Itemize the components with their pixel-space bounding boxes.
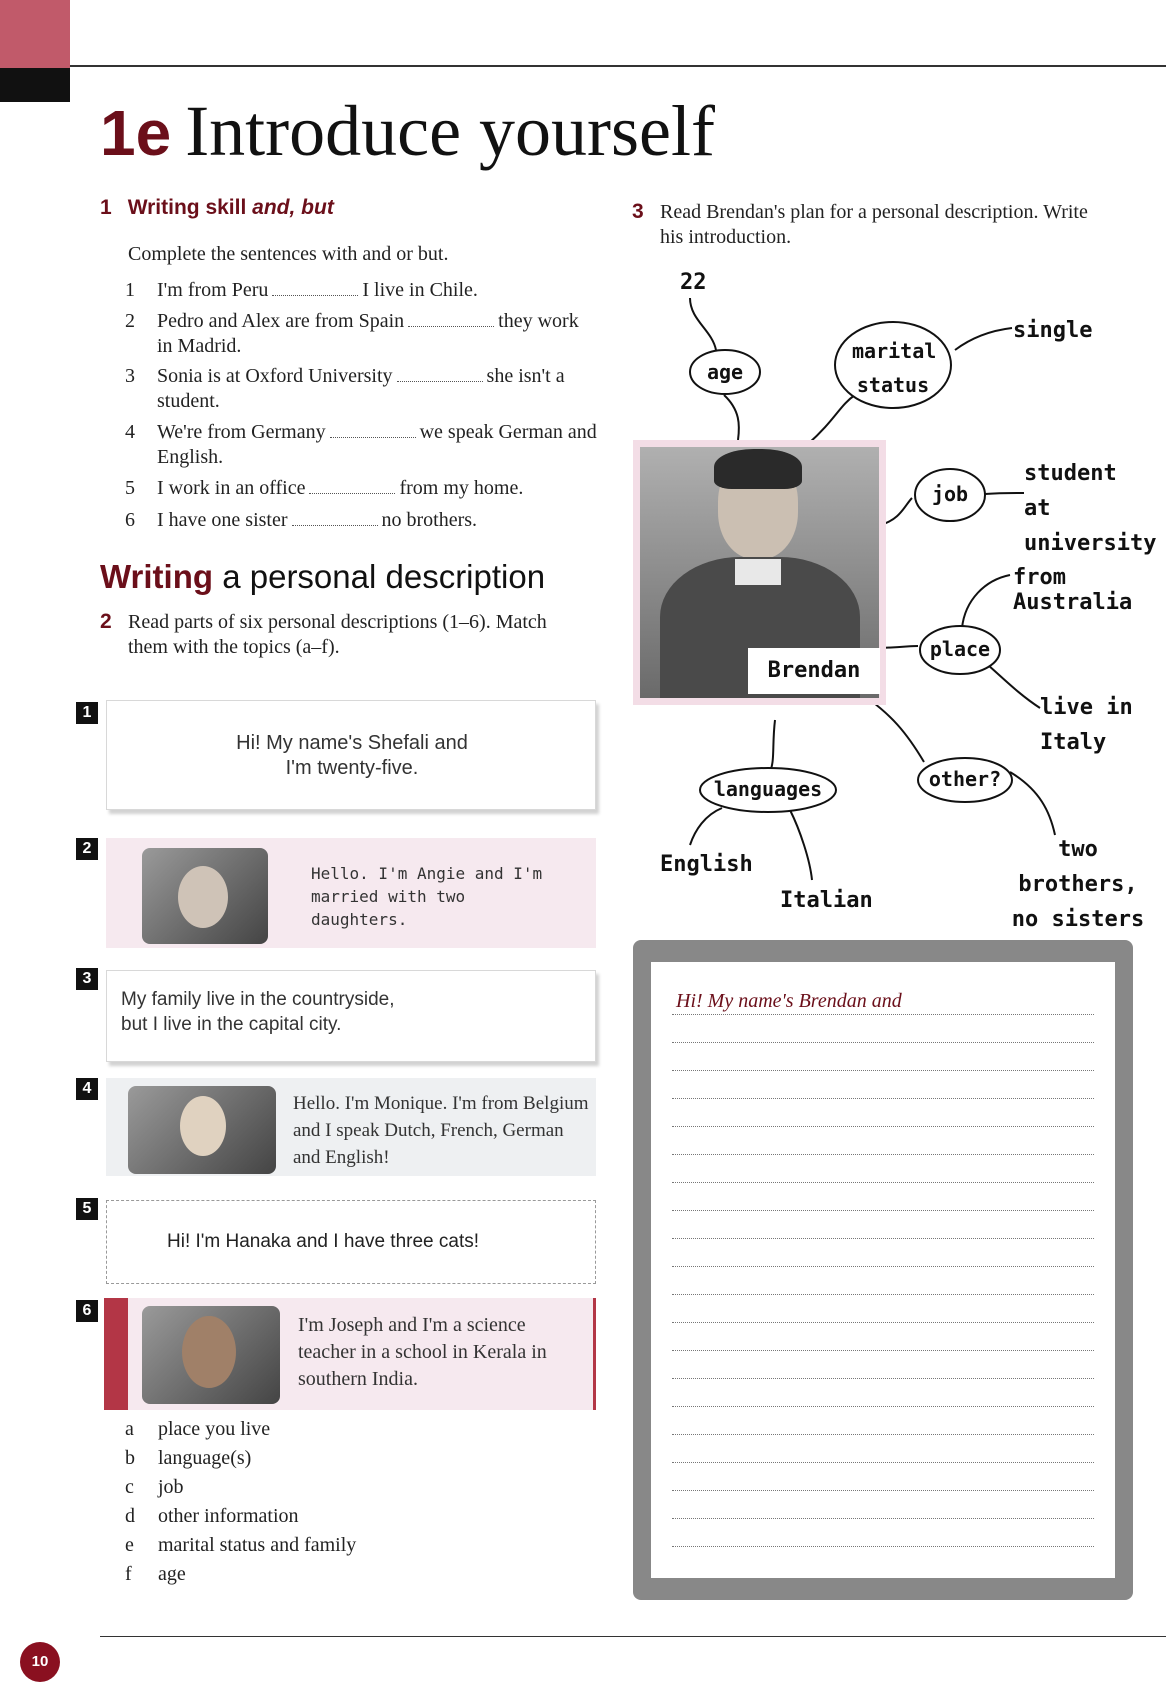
ruled-line [672, 1518, 1094, 1519]
mindmap-job-value: student at university [1024, 461, 1157, 556]
mindmap-other-label: other? [928, 767, 1002, 791]
page-number: 10 [20, 1642, 60, 1682]
exercise-item: 4 We're from Germany we speak German and English. [125, 421, 597, 468]
exercise-item: 3 Sonia is at Oxford University she isn't a student. [125, 365, 565, 412]
ruled-line [672, 1182, 1094, 1183]
ruled-line [672, 1210, 1094, 1211]
mindmap-place-label: place [929, 637, 991, 661]
ruled-line [672, 1070, 1094, 1071]
card-number: 6 [76, 1300, 98, 1322]
ruled-line [672, 1126, 1094, 1127]
ruled-line [672, 1154, 1094, 1155]
section2-instruction: Read parts of six personal descriptions (1–6). Match them with the topics (a–f). [128, 611, 547, 658]
ruled-line [672, 1294, 1094, 1295]
list-item: c job [125, 1476, 184, 1498]
ruled-line [672, 1406, 1094, 1407]
card-number: 3 [76, 968, 98, 990]
ruled-line [672, 1490, 1094, 1491]
ruled-line [672, 1322, 1094, 1323]
exercise-item: 1 I'm from Peru I live in Chile. [125, 279, 478, 301]
section1-number: 1 [100, 196, 112, 219]
mindmap-age-value: 22 [680, 270, 707, 295]
ruled-line [672, 1042, 1094, 1043]
lesson-code: 1e [100, 97, 172, 169]
section3-number: 3 [632, 200, 644, 223]
list-item: f age [125, 1563, 186, 1585]
exercise-item: 5 I work in an office from my home. [125, 477, 524, 499]
section2-number: 2 [100, 610, 112, 633]
exercise-item: 6 I have one sister no brothers. [125, 509, 478, 531]
list-item: e marital status and family [125, 1534, 357, 1556]
list-item: b language(s) [125, 1447, 252, 1469]
mindmap-marital-value: single [1013, 318, 1093, 343]
mindmap-lang-value-2: Italian [780, 888, 873, 913]
mindmap-lang-value-1: English [660, 852, 753, 877]
card-text: I'm Joseph and I'm a science teacher in a school in Kerala in southern India. [298, 1314, 547, 1390]
card-text: Hello. I'm Angie and I'm married with two daughters. [311, 864, 543, 929]
ruled-line [672, 1378, 1094, 1379]
section1-title-lead: Writing skill [127, 196, 253, 219]
writing-area[interactable] [651, 962, 1115, 1578]
mindmap-marital-label: marital status [852, 339, 937, 397]
ruled-line [672, 1014, 1094, 1015]
card-number: 2 [76, 838, 98, 860]
ruled-line [672, 1462, 1094, 1463]
lesson-title: Introduce yourself [185, 91, 715, 171]
ruled-line [672, 1546, 1094, 1547]
section1-title-em: and, but [252, 196, 334, 219]
list-item: d other information [125, 1505, 299, 1527]
ruled-line [672, 1238, 1094, 1239]
writing-start-text: Hi! My name's Brendan and [676, 990, 902, 1012]
section3-instruction: Read Brendan's plan for a personal description. Write his introduction. [660, 201, 1088, 248]
ruled-line [672, 1098, 1094, 1099]
card-number: 5 [76, 1198, 98, 1220]
ruled-line [672, 1266, 1094, 1267]
card-text: Hello. I'm Monique. I'm from Belgium and I speak Dutch, French, German and English! [293, 1093, 589, 1168]
section1-instruction: Complete the sentences with and or but. [128, 243, 449, 265]
list-item: a place you live [125, 1418, 271, 1440]
card-text: Hi! My name's Shefali and I'm twenty-five. [236, 732, 468, 779]
mindmap-languages-label: languages [713, 777, 823, 801]
section-heading: Writing a personal description [100, 558, 546, 595]
mindmap-place-value-1: from Australia [1013, 565, 1133, 615]
mindmap-job-label: job [931, 482, 969, 506]
card-text: My family live in the countryside, but I live in the capital city. [121, 989, 395, 1035]
mindmap-place-value-2: live in Italy [1040, 695, 1133, 755]
card-number: 4 [76, 1078, 98, 1100]
mindmap-age-label: age [706, 360, 744, 384]
brendan-label: Brendan [748, 648, 880, 694]
card-number: 1 [76, 702, 98, 724]
card-text: Hi! I'm Hanaka and I have three cats! [167, 1231, 480, 1252]
ruled-line [672, 1350, 1094, 1351]
exercise-item: 2 Pedro and Alex are from Spain they work in Madrid. [125, 310, 579, 357]
bottom-rule [100, 1636, 1166, 1637]
mindmap-other-value: two brothers, no sisters [1011, 837, 1145, 932]
ruled-line [672, 1434, 1094, 1435]
brendan-photo-frame [633, 440, 886, 705]
